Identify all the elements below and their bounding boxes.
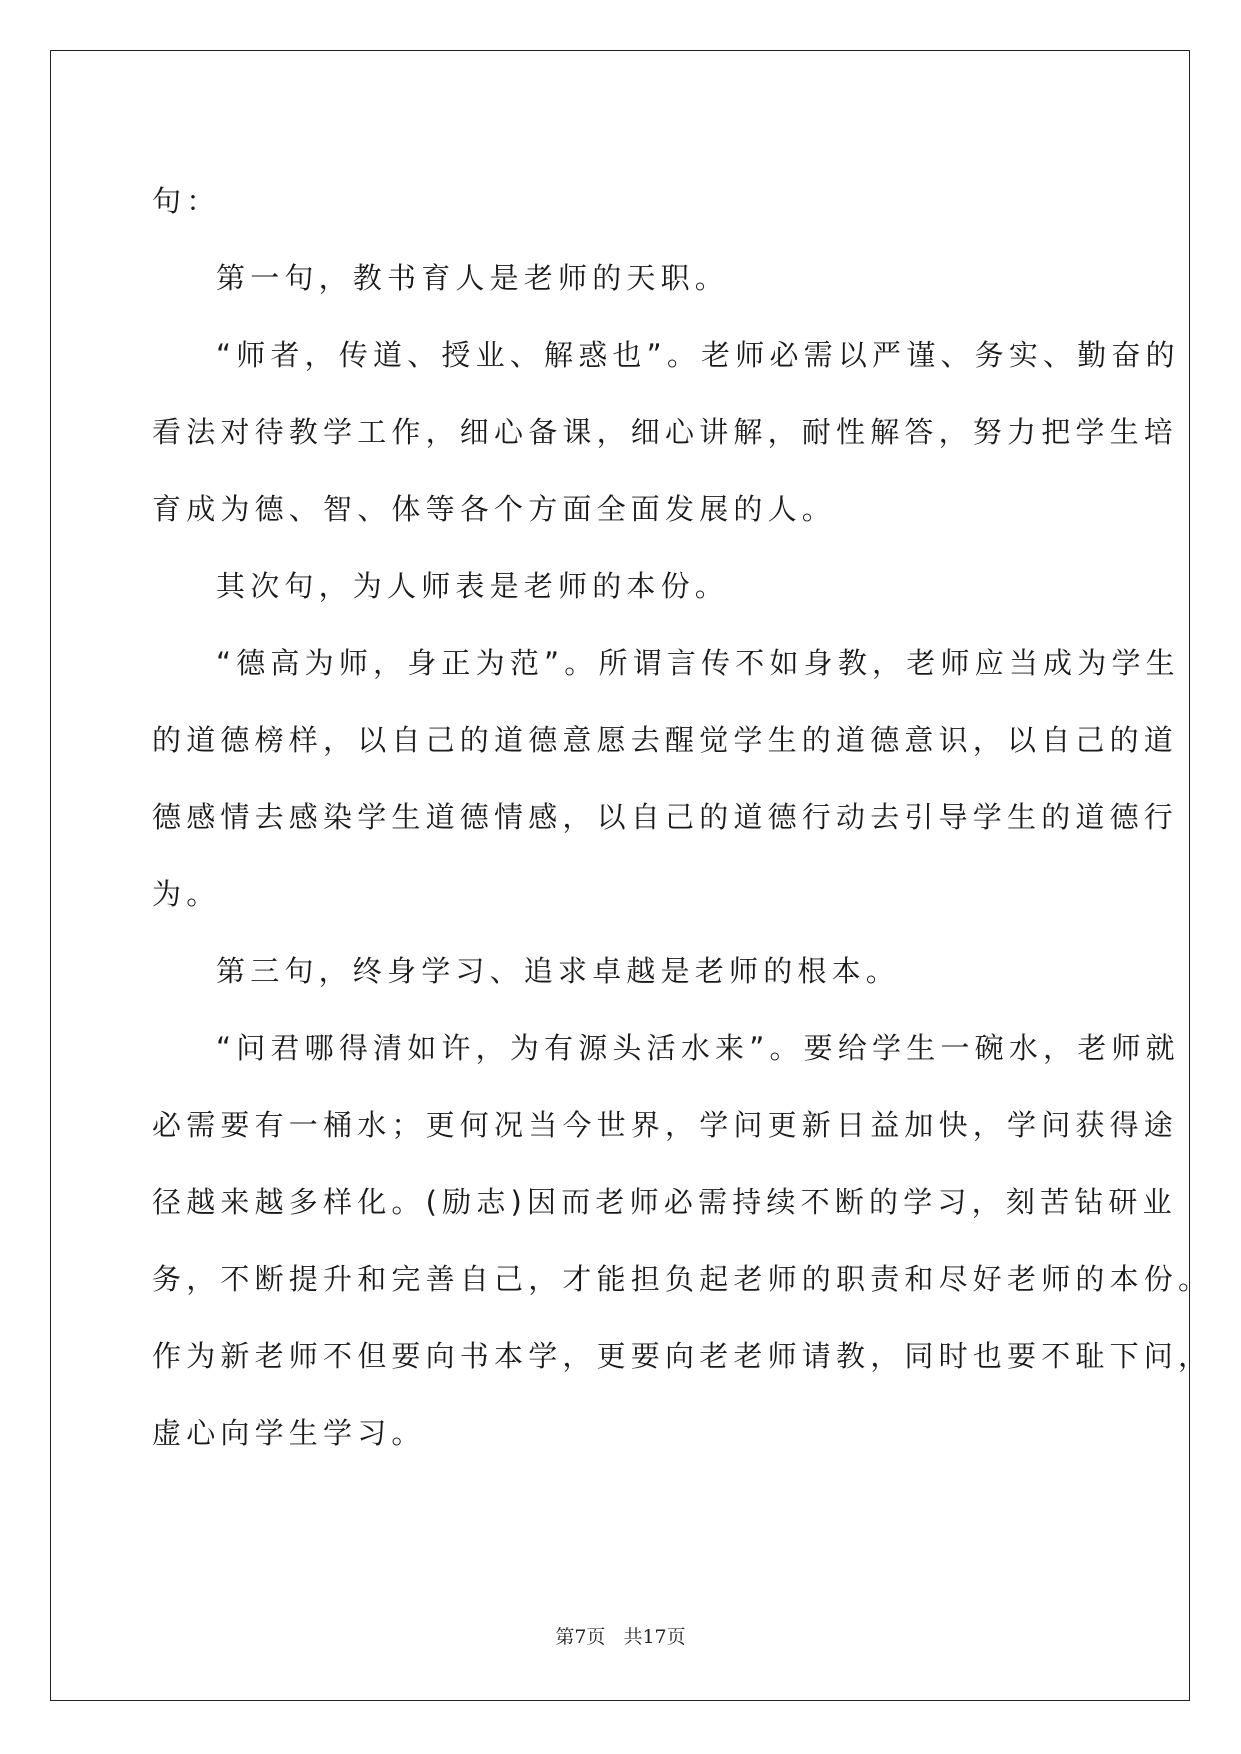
text-line-2: 第一句，教书育人是老师的天职。 <box>216 261 730 295</box>
text-line-17: 虚心向学生学习。 <box>152 1416 426 1450</box>
text-line-13: 必需要有一桶水；更何况当今世界，学问更新日益加快，学问获得途 <box>152 1108 1179 1142</box>
document-body <box>152 163 1213 1472</box>
text-line-15: 务，不断提升和完善自己，才能担负起老师的职责和尽好老师的本份。 <box>152 1262 1213 1296</box>
page-number: 第7页 <box>555 1626 606 1648</box>
text-line-3: “师者，传道、授业、解惑也”。老师必需以严谨、务实、勤奋的 <box>216 338 1180 372</box>
page-footer <box>0 1622 1241 1649</box>
text-line-9: 德感情去感染学生道德情感，以自己的道德行动去引导学生的道德行 <box>152 800 1179 834</box>
text-line-1: 句： <box>152 184 221 218</box>
text-line-16: 作为新老师不但要向书本学，更要向老老师请教，同时也要不耻下问， <box>152 1339 1213 1373</box>
page-total: 共17页 <box>623 1626 686 1648</box>
text-line-5: 育成为德、智、体等各个方面全面发展的人。 <box>152 492 837 526</box>
text-line-12: “问君哪得清如许，为有源头活水来”。要给学生一碗水，老师就 <box>216 1031 1180 1065</box>
text-line-4: 看法对待教学工作，细心备课，细心讲解，耐性解答，努力把学生培 <box>152 415 1179 449</box>
text-line-10: 为。 <box>152 877 221 911</box>
text-line-14: 径越来越多样化。(励志)因而老师必需持续不断的学习，刻苦钻研业 <box>152 1185 1177 1219</box>
text-line-7: “德高为师，身正为范”。所谓言传不如身教，老师应当成为学生 <box>216 646 1180 680</box>
text-line-11: 第三句，终身学习、追求卓越是老师的根本。 <box>216 954 901 988</box>
text-line-8: 的道德榜样，以自己的道德意愿去醒觉学生的道德意识，以自己的道 <box>152 723 1179 757</box>
text-line-6: 其次句，为人师表是老师的本份。 <box>216 569 730 603</box>
